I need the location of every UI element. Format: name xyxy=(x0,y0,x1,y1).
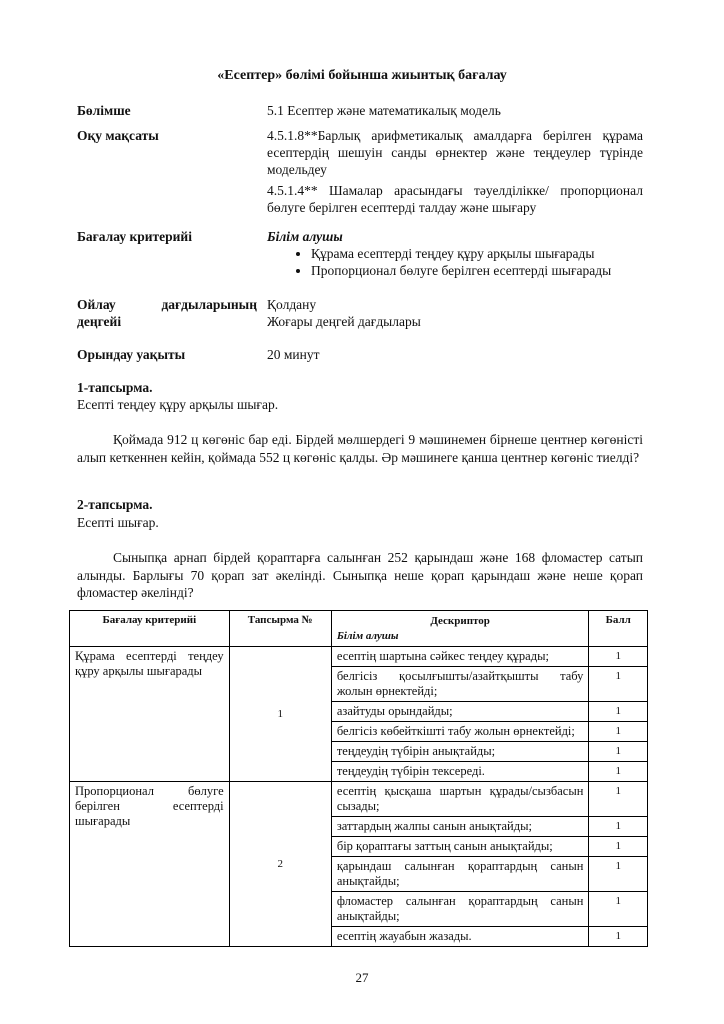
descriptor-cell: заттардың жалпы санын анықтайды; xyxy=(331,817,589,837)
task1-text: Қоймада 912 ц көгөніс бар еді. Бірдей мөлшердегі 9 мәшинемен бірнеше центнер көгөністі алып кеткеннен кейін, қоймада 552 ц көгөніс қалды. Әр мәшинеге қанша центнер көгөніс тиелді? xyxy=(77,432,643,465)
time-row xyxy=(77,346,657,364)
level-value-2: Жоғары деңгей дағдылары xyxy=(267,314,421,329)
time-label: Орындау уақыты xyxy=(77,347,186,362)
goal-row xyxy=(77,127,657,217)
goal-1: 4.5.1.8**Барлық арифметикалық амалдарға берілген құрама есептердің шешуін санды өрнектер және теңдеулер түрінде модельдеу xyxy=(267,128,643,177)
header-descriptor-sub: Білім алушы xyxy=(336,630,399,642)
criteria-cell: Пропорционал бөлуге берілген есептерді шығарады xyxy=(70,782,230,947)
score-cell: 1 xyxy=(589,837,648,857)
time-value: 20 минут xyxy=(267,347,320,362)
score-cell: 1 xyxy=(589,667,648,702)
goal-2: 4.5.1.4** Шамалар арасындағы тәуелділікке/ пропорционал бөлуге берілген есептерді талдау және шығару xyxy=(267,183,643,215)
rubric-table xyxy=(69,610,648,947)
criteria-list xyxy=(267,245,643,279)
score-cell: 1 xyxy=(589,892,648,927)
descriptor-cell: азайтуды орындайды; xyxy=(331,702,589,722)
criteria-row xyxy=(77,228,657,282)
rubric-header-row xyxy=(70,611,648,647)
task2-heading: 2-тапсырма. xyxy=(77,497,153,512)
criteria-label: Бағалау критерийі xyxy=(77,229,192,244)
goal-label: Оқу мақсаты xyxy=(77,128,159,143)
descriptor-cell: белгісіз қосылғышты/азайтқышты табу жолын өрнектейді; xyxy=(331,667,589,702)
score-cell: 1 xyxy=(589,927,648,947)
score-cell: 1 xyxy=(589,817,648,837)
descriptor-cell: фломастер салынған қораптардың санын анықтайды; xyxy=(331,892,589,927)
task2-subtitle: Есепті шығар. xyxy=(77,515,159,530)
level-label-line: Ойлау дағдыларының деңгейі xyxy=(77,297,257,329)
section-value: 5.1 Есептер және математикалық модель xyxy=(267,103,501,118)
score-cell: 1 xyxy=(589,742,648,762)
criteria-cell: Құрама есептерді теңдеу құру арқылы шығарады xyxy=(70,647,230,782)
section-label: Бөлімше xyxy=(77,103,131,118)
descriptor-cell: бір қораптағы заттың санын анықтайды; xyxy=(331,837,589,857)
descriptor-cell: белгісіз көбейткішті табу жолын өрнектейді; xyxy=(331,722,589,742)
score-cell: 1 xyxy=(589,722,648,742)
task2-text: Сыныпқа арнап бірдей қораптарға салынған 252 қарындаш және 168 фломастер сатып алынды. Барлығы 70 қорап зат әкелінді. Сыныпқа неше қорап қарындаш және неше қорап фломастер әкелінді? xyxy=(77,550,643,600)
header-score: Балл xyxy=(589,611,648,647)
header-descriptor: Дескриптор Білім алушы xyxy=(331,611,589,647)
criteria-head: Білім алушы xyxy=(267,229,343,244)
task1-subtitle: Есепті теңдеу құру арқылы шығар. xyxy=(77,397,279,412)
criteria-item: • Құрама есептерді теңдеу құру арқылы шығарады xyxy=(311,245,643,262)
score-cell: 1 xyxy=(589,782,648,817)
descriptor-cell: қарындаш салынған қораптардың санын анықтайды; xyxy=(331,857,589,892)
section-row xyxy=(77,102,657,120)
score-cell: 1 xyxy=(589,647,648,667)
header-criteria: Бағалау критерийі xyxy=(70,611,230,647)
score-cell: 1 xyxy=(589,762,648,782)
score-cell: 1 xyxy=(589,702,648,722)
descriptor-cell: теңдеудің түбірін тексереді. xyxy=(331,762,589,782)
descriptor-cell: теңдеудің түбірін анықтайды; xyxy=(331,742,589,762)
header-task: Тапсырма № xyxy=(229,611,331,647)
task-number-cell: 2 xyxy=(229,782,331,947)
task1-heading: 1-тапсырма. xyxy=(77,380,153,395)
table-row xyxy=(70,782,648,817)
descriptor-cell: есептің қысқаша шартын құрады/сызбасын сызады; xyxy=(331,782,589,817)
descriptor-cell: есептің жауабын жазады. xyxy=(331,927,589,947)
level-row xyxy=(77,296,657,332)
score-cell: 1 xyxy=(589,857,648,892)
table-row xyxy=(70,647,648,667)
criteria-item: • Пропорционал бөлуге берілген есептерді шығарады xyxy=(311,262,643,279)
task-number-cell: 1 xyxy=(229,647,331,782)
document-title: «Есептер» бөлімі бойынша жиынтық бағалау xyxy=(217,68,507,83)
descriptor-cell: есептің шартына сәйкес теңдеу құрады; xyxy=(331,647,589,667)
page-number: 27 xyxy=(355,970,369,985)
level-value-1: Қолдану xyxy=(267,297,317,312)
